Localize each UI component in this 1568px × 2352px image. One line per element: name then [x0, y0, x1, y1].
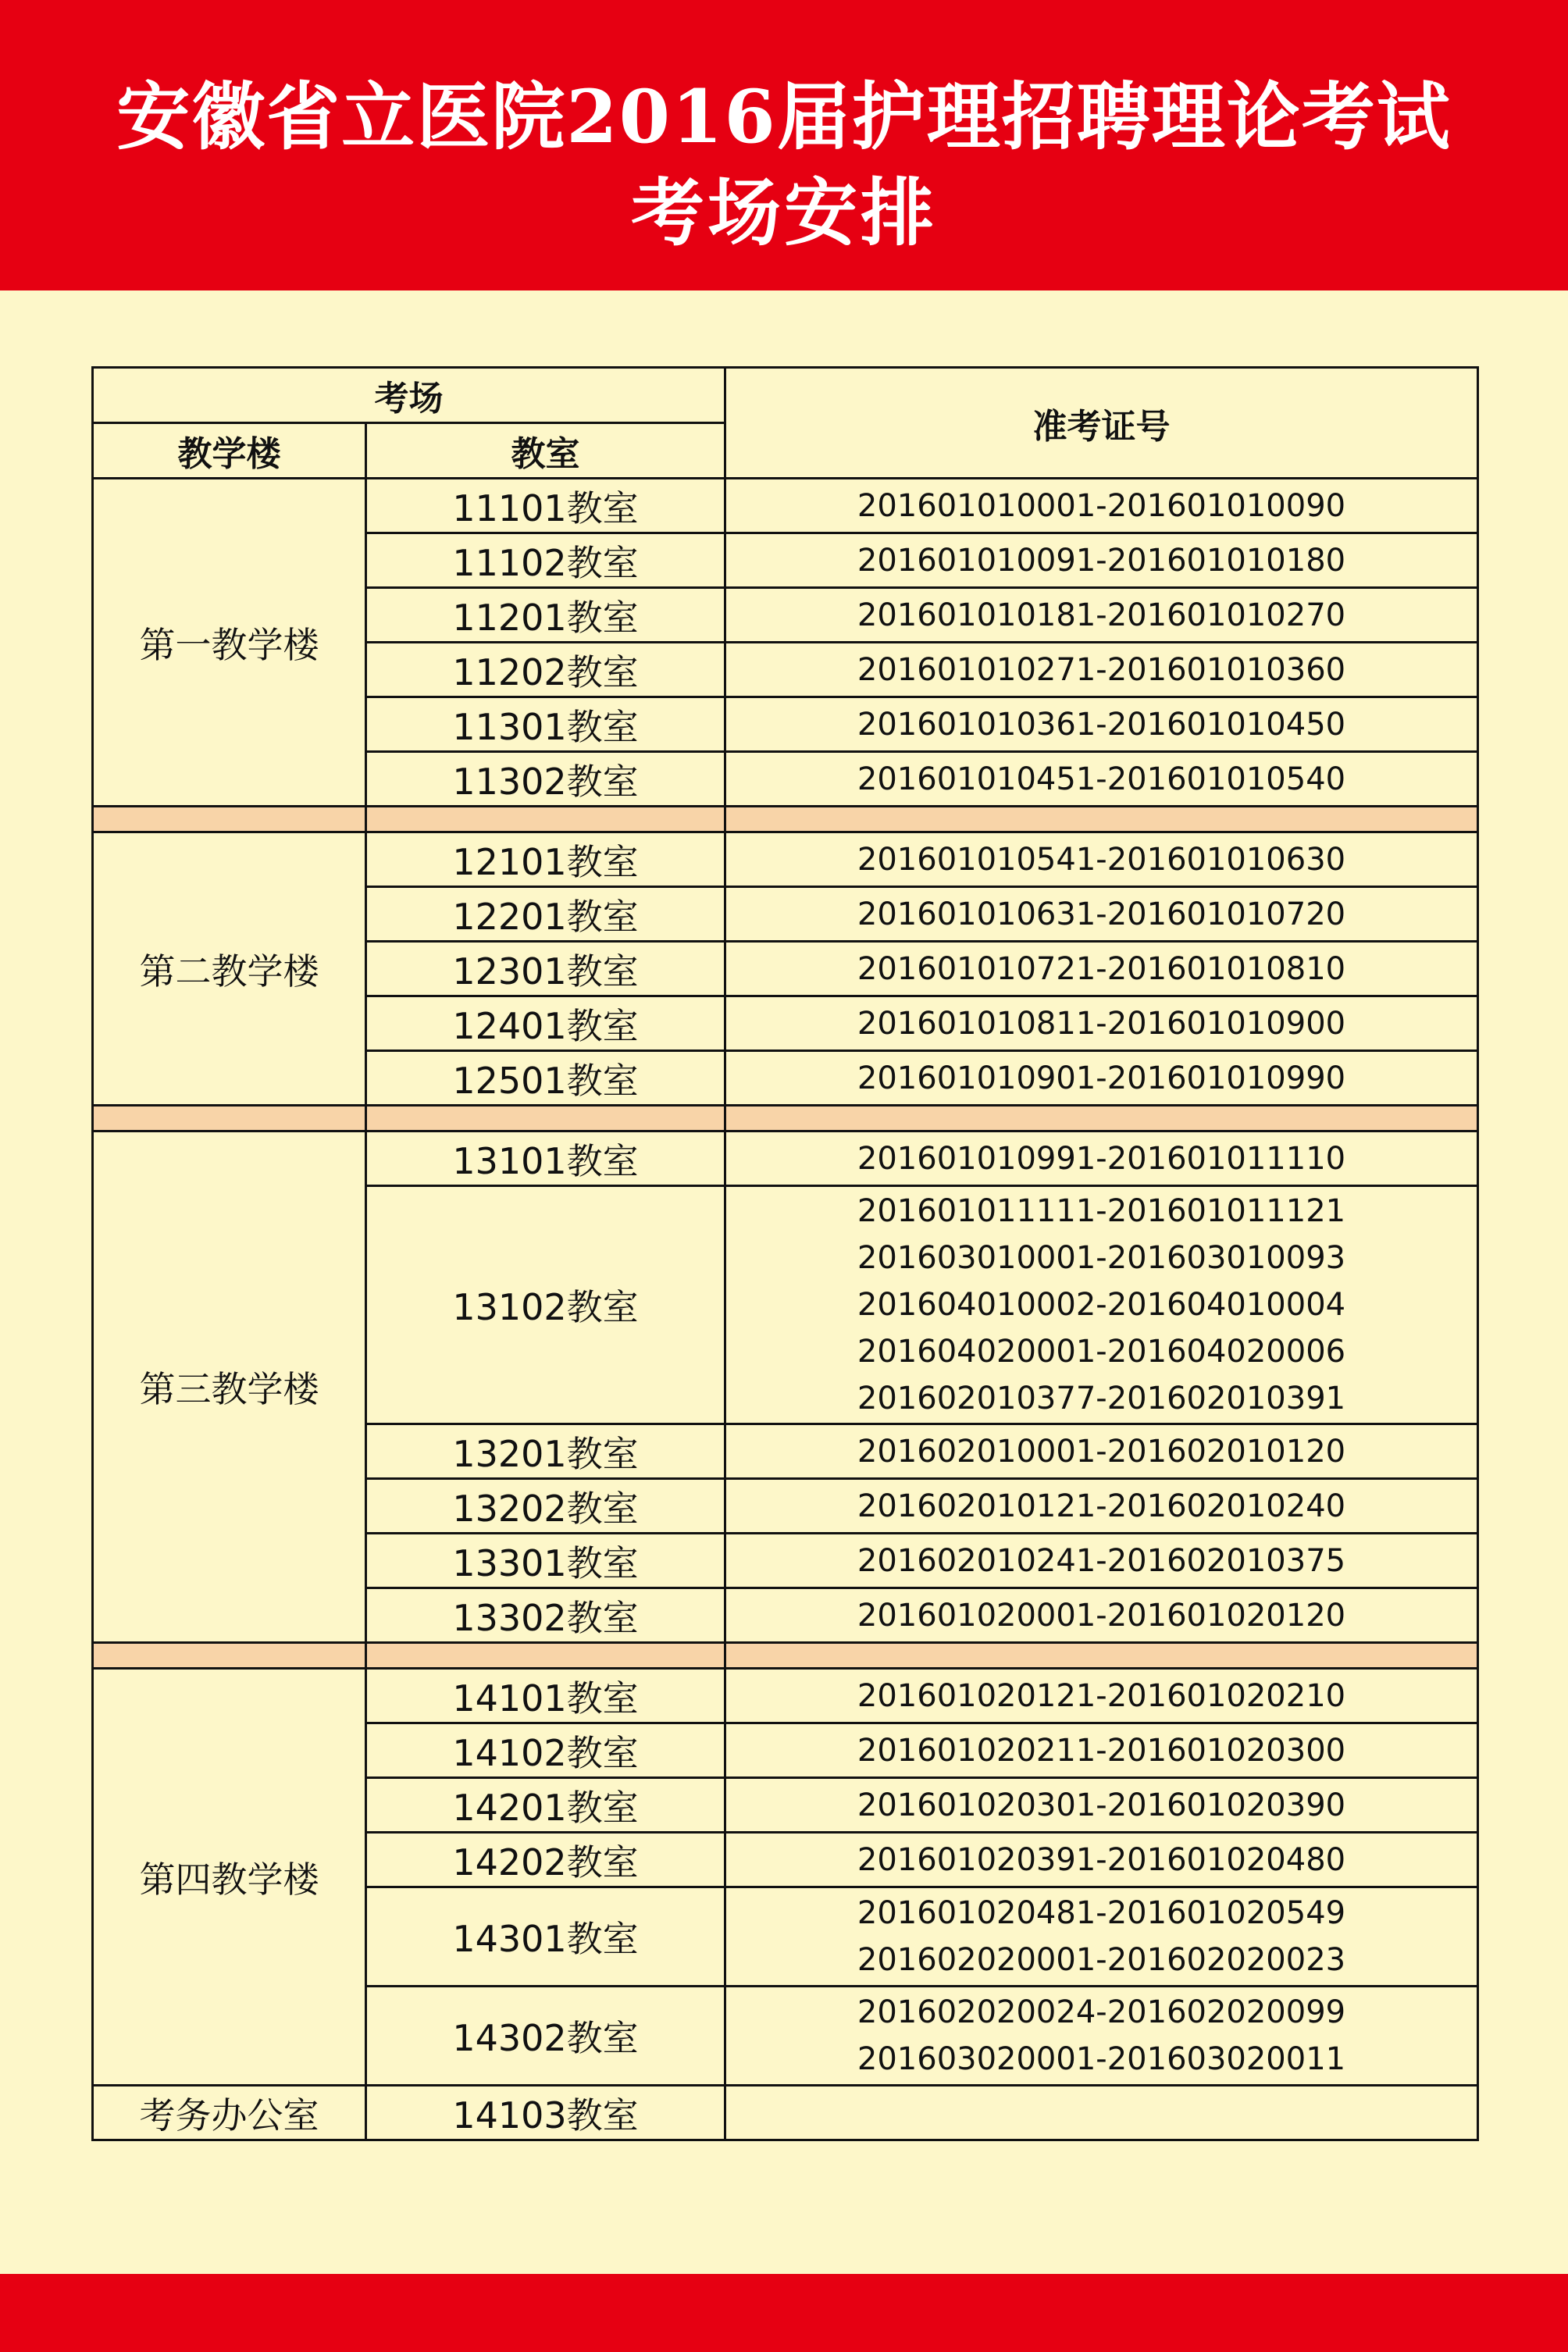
header-exam-site: 考场	[93, 368, 725, 423]
separator-cell	[366, 1106, 725, 1131]
ticket-range-cell	[725, 887, 1478, 942]
header-classroom: 教室	[366, 423, 725, 479]
ticket-range: 201601020211-201601020300	[857, 1732, 1346, 1769]
classroom-cell: 14103教室	[366, 2086, 725, 2140]
exam-schedule-table	[91, 366, 1479, 2141]
header-building: 教学楼	[93, 423, 366, 479]
classroom-cell: 14301教室	[366, 1887, 725, 1987]
footer-bar	[0, 2274, 1568, 2352]
table-row	[93, 832, 1478, 887]
ticket-range-cell	[725, 697, 1478, 752]
ticket-range: 201604010002-201604010004	[857, 1287, 1346, 1323]
ticket-range-cell	[725, 1051, 1478, 1106]
ticket-range-cell	[725, 752, 1478, 807]
separator-cell	[366, 1643, 725, 1669]
classroom-cell: 11302教室	[366, 752, 725, 807]
ticket-range-cell	[725, 1131, 1478, 1186]
ticket-range-cell	[725, 1987, 1478, 2086]
ticket-range-cell	[725, 1778, 1478, 1833]
ticket-range: 201601020391-201601020480	[857, 1841, 1346, 1878]
ticket-range: 201601010361-201601010450	[857, 706, 1346, 743]
ticket-range: 201601010541-201601010630	[857, 841, 1346, 878]
ticket-range-cell	[725, 942, 1478, 996]
table-body	[93, 479, 1478, 2140]
classroom-cell: 13302教室	[366, 1588, 725, 1643]
ticket-range: 201601010901-201601010990	[857, 1060, 1346, 1096]
group-separator	[93, 1643, 1478, 1669]
ticket-range: 201602010001-201602010120	[857, 1433, 1346, 1470]
ticket-range-cell	[725, 1887, 1478, 1987]
ticket-range: 201601010181-201601010270	[857, 597, 1346, 633]
page-subtitle: 考场安排	[630, 170, 937, 256]
classroom-cell: 14101教室	[366, 1669, 725, 1723]
ticket-range: 201602020001-201602020023	[857, 1942, 1346, 1978]
classroom-cell: 14201教室	[366, 1778, 725, 1833]
ticket-range: 201602010377-201602010391	[857, 1381, 1346, 1417]
ticket-range-cell	[725, 832, 1478, 887]
classroom-cell: 11301教室	[366, 697, 725, 752]
ticket-range: 201601010631-201601010720	[857, 896, 1346, 932]
classroom-cell: 12401教室	[366, 996, 725, 1051]
separator-cell	[93, 807, 366, 832]
classroom-cell: 13301教室	[366, 1534, 725, 1588]
separator-cell	[725, 807, 1478, 832]
ticket-range-cell	[725, 1479, 1478, 1534]
classroom-cell: 12501教室	[366, 1051, 725, 1106]
ticket-range: 201602010241-201602010375	[857, 1542, 1346, 1579]
separator-cell	[93, 1106, 366, 1131]
ticket-range: 201601020481-201601020549	[857, 1895, 1346, 1931]
building-name: 第一教学楼	[93, 479, 366, 807]
ticket-range-cell	[725, 996, 1478, 1051]
ticket-range: 201602020024-201602020099	[857, 1994, 1346, 2030]
classroom-cell: 14202教室	[366, 1833, 725, 1887]
ticket-range: 201604020001-201604020006	[857, 1334, 1346, 1370]
classroom-cell: 13201教室	[366, 1424, 725, 1479]
table-row	[93, 1669, 1478, 1723]
classroom-cell: 14102教室	[366, 1723, 725, 1778]
building-name: 考务办公室	[93, 2086, 366, 2140]
ticket-range-cell	[725, 2086, 1478, 2140]
table-row	[93, 479, 1478, 533]
ticket-range: 201601020301-201601020390	[857, 1787, 1346, 1823]
building-name: 第三教学楼	[93, 1131, 366, 1643]
header-ticket-number: 准考证号	[725, 368, 1478, 479]
ticket-range: 201601010091-201601010180	[857, 542, 1346, 579]
ticket-range-cell	[725, 1534, 1478, 1588]
ticket-range: 201601020001-201601020120	[857, 1597, 1346, 1634]
title-banner	[0, 0, 1568, 290]
classroom-cell: 12301教室	[366, 942, 725, 996]
page-title: 安徽省立医院2016届护理招聘理论考试	[116, 74, 1452, 160]
ticket-range-cell	[725, 533, 1478, 588]
group-separator	[93, 1106, 1478, 1131]
ticket-range-cell	[725, 1723, 1478, 1778]
separator-cell	[725, 1106, 1478, 1131]
building-name: 第二教学楼	[93, 832, 366, 1106]
ticket-range: 201602010121-201602010240	[857, 1488, 1346, 1524]
ticket-range-cell	[725, 1186, 1478, 1424]
ticket-range: 201601010721-201601010810	[857, 950, 1346, 987]
classroom-cell: 11201教室	[366, 588, 725, 643]
separator-cell	[93, 1643, 366, 1669]
separator-cell	[725, 1643, 1478, 1669]
ticket-range: 201601010271-201601010360	[857, 651, 1346, 688]
ticket-range-cell	[725, 1669, 1478, 1723]
classroom-cell: 11102教室	[366, 533, 725, 588]
classroom-cell: 13202教室	[366, 1479, 725, 1534]
ticket-range-cell	[725, 643, 1478, 697]
ticket-range: 201601020121-201601020210	[857, 1677, 1346, 1714]
ticket-range: 201601010811-201601010900	[857, 1005, 1346, 1042]
classroom-cell: 11101教室	[366, 479, 725, 533]
building-name: 第四教学楼	[93, 1669, 366, 2086]
ticket-range: 201603020001-201603020011	[857, 2041, 1346, 2077]
ticket-range-cell	[725, 588, 1478, 643]
classroom-cell: 12101教室	[366, 832, 725, 887]
group-separator	[93, 807, 1478, 832]
ticket-range-cell	[725, 1588, 1478, 1643]
table-row	[93, 1131, 1478, 1186]
ticket-range: 201601011111-201601011121	[857, 1193, 1346, 1229]
ticket-range: 201601010451-201601010540	[857, 761, 1346, 797]
classroom-cell: 13101教室	[366, 1131, 725, 1186]
ticket-range-cell	[725, 479, 1478, 533]
ticket-range: 201601010001-201601010090	[857, 487, 1346, 524]
classroom-cell: 14302教室	[366, 1987, 725, 2086]
ticket-range-cell	[725, 1833, 1478, 1887]
ticket-range: 201601010991-201601011110	[857, 1140, 1346, 1177]
separator-cell	[366, 807, 725, 832]
classroom-cell: 13102教室	[366, 1186, 725, 1424]
ticket-range: 201603010001-201603010093	[857, 1240, 1346, 1276]
classroom-cell: 12201教室	[366, 887, 725, 942]
ticket-range-cell	[725, 1424, 1478, 1479]
classroom-cell: 11202教室	[366, 643, 725, 697]
table-row	[93, 2086, 1478, 2140]
